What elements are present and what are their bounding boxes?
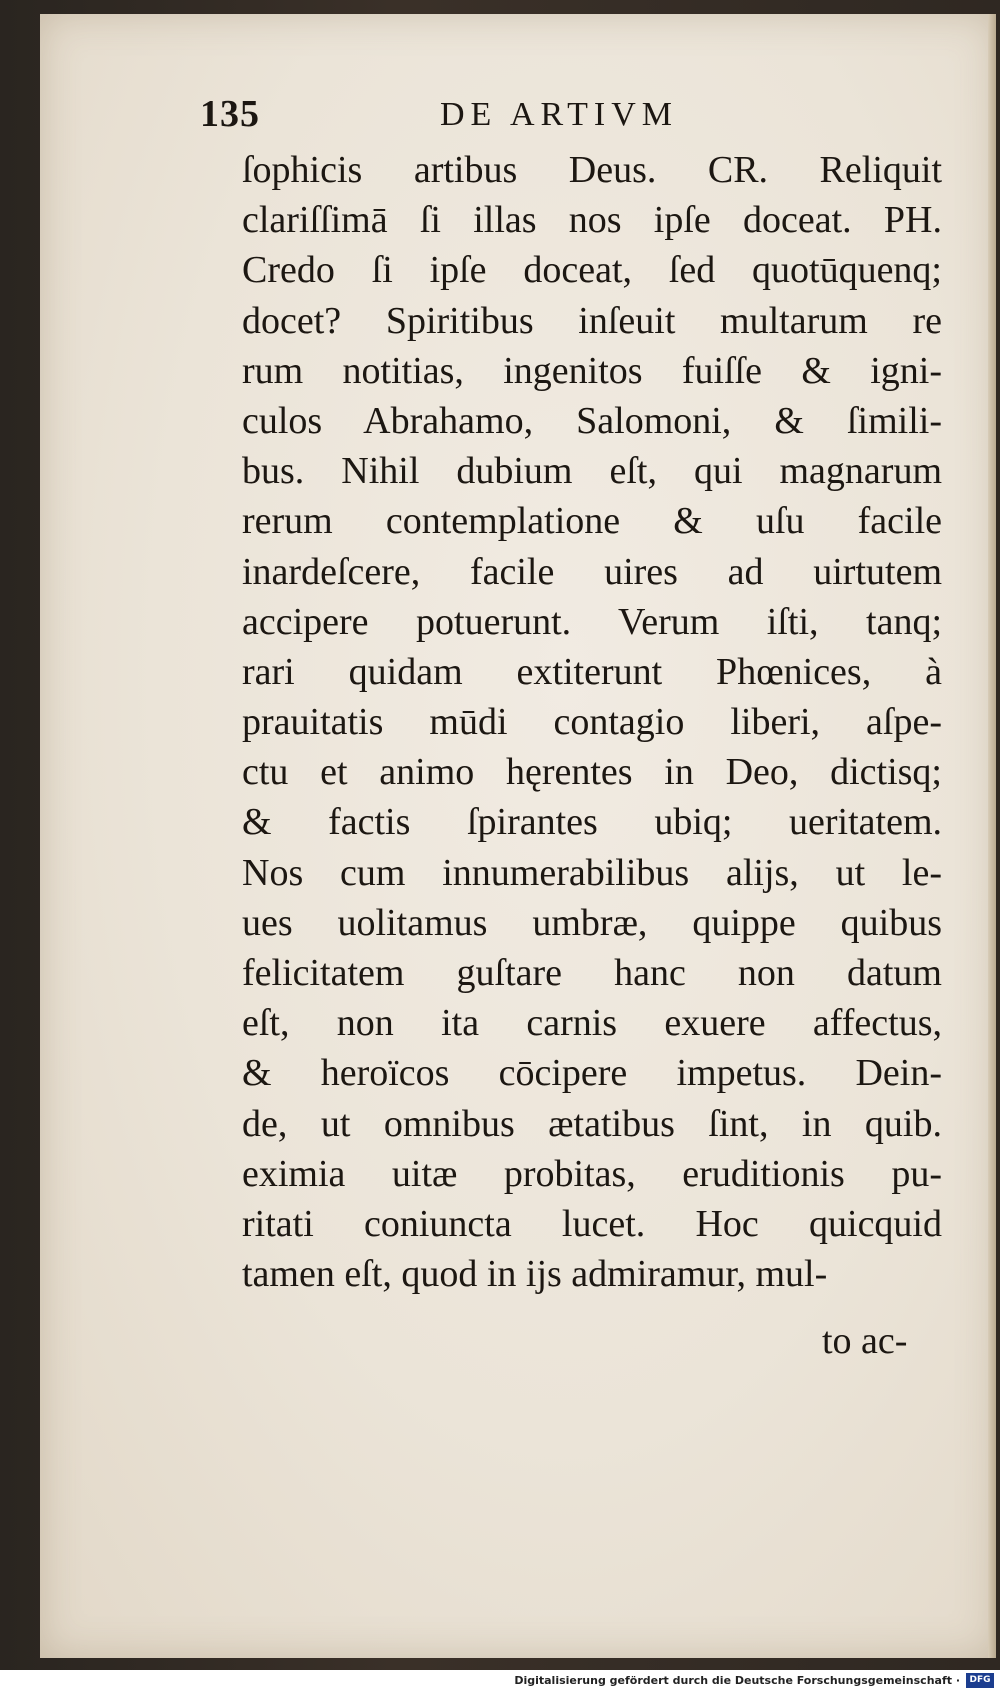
text-line: & factis ſpirantes ubiq; ueritatem. — [242, 801, 942, 844]
text-line: rerum contemplatione & uſu facile — [242, 500, 942, 543]
page-edge — [988, 14, 996, 1658]
text-line: ritati coniuncta lucet. Hoc quicquid — [242, 1202, 942, 1245]
text-line: bus. Nihil dubium eſt, qui magnarum — [242, 450, 942, 493]
text-line: ues uolitamus umbræ, quippe quibus — [242, 901, 942, 944]
footer-credit: Digitalisierung gefördert durch die Deutsche Forschungsgemeinschaft · — [514, 1674, 960, 1687]
footer-bar — [0, 1670, 1000, 1693]
text-line: tamen eſt, quod in ijs admiramur, mul- — [242, 1253, 828, 1296]
body-text — [242, 145, 942, 1299]
text-line: eſt, non ita carnis exuere affectus, — [242, 1002, 942, 1045]
text-line: felicitatem guſtare hanc non datum — [242, 952, 942, 994]
catchword: to ac- — [822, 1320, 908, 1362]
running-head — [200, 92, 760, 142]
text-line: ſophicis artibus Deus. CR. Reliquit — [242, 149, 942, 191]
text-line: ctu et animo hęrentes in Deo, dictisq; — [242, 751, 942, 794]
text-line: culos Abrahamo, Salomoni, & ſimili- — [242, 399, 942, 442]
text-line: rum notitias, ingenitos fuiſſe & igni- — [242, 349, 942, 392]
text-line: & heroïcos cōcipere impetus. Dein- — [242, 1052, 942, 1095]
text-line: accipere potuerunt. Verum iſti, tanq; — [242, 600, 942, 643]
text-line: de, ut omnibus ætatibus ſint, in quib. — [242, 1102, 942, 1145]
text-line: eximia uitæ probitas, eruditionis pu- — [242, 1152, 942, 1195]
text-line: Credo ſi ipſe doceat, ſed quotūquenq; — [242, 249, 942, 292]
text-line: inardeſcere, facile uires ad uirtutem — [242, 550, 942, 593]
text-line: rari quidam extiterunt Phœnices, à — [242, 650, 942, 693]
text-line: prauitatis mūdi contagio liberi, aſpe- — [242, 701, 942, 744]
running-title: DE ARTIVM — [440, 96, 679, 133]
text-line: Nos cum innumerabilibus alijs, ut le- — [242, 851, 942, 894]
page-number: 135 — [200, 93, 260, 135]
text-line: clariſſimā ſi illas nos ipſe doceat. PH. — [242, 199, 942, 242]
text-line: docet? Spiritibus inſeuit multarum re — [242, 299, 942, 342]
dfg-logo-icon: DFG — [966, 1673, 994, 1688]
